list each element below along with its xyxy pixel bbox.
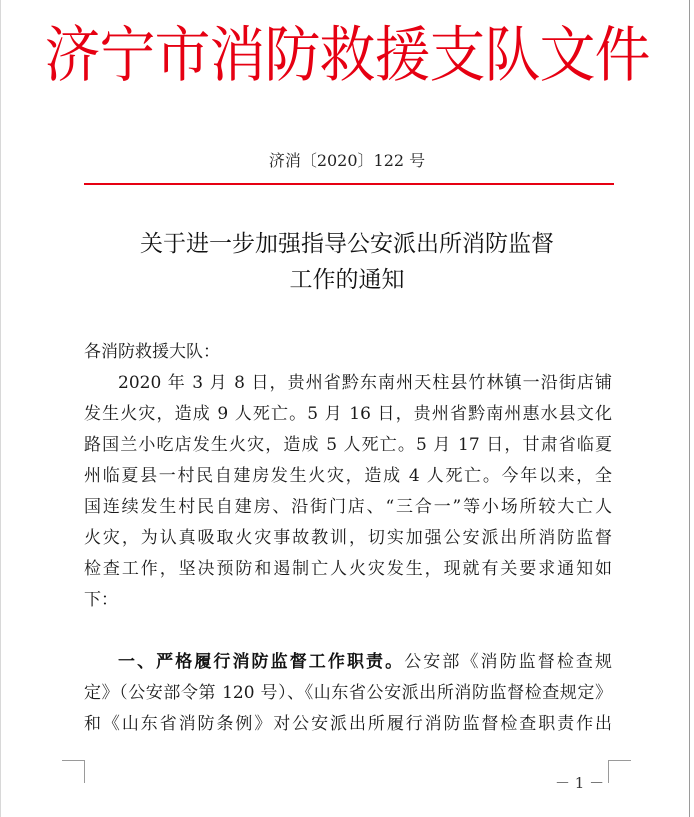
section-heading-1: 一、严格履行消防监督工作职责。: [118, 652, 405, 672]
red-divider-line: [84, 183, 614, 185]
paragraph-line: 下：: [84, 590, 118, 610]
paragraph-line: 和《山东省消防条例》对公安派出所履行消防监督检查职责作出: [84, 714, 612, 734]
paragraph-text: 公安部《消防监督检查规: [404, 652, 612, 672]
paragraph-line: 定》（公安部令第 120 号）、《山东省公安派出所消防监督检查规定》: [84, 683, 612, 703]
crop-mark-left: [62, 760, 85, 783]
document-title-line-1: 关于进一步加强指导公安派出所消防监督: [140, 231, 554, 257]
paragraph-2: [84, 647, 612, 740]
paragraph-line: 国连续发生村民自建房、沿街门店、“三合一”等小场所较大亡人: [84, 497, 612, 517]
document-number: 济消〔2020〕122 号: [268, 151, 426, 170]
document-header-title: 济宁市消防救援支队文件: [44, 20, 650, 91]
paragraph-line: 火灾，为认真吸取火灾事故教训，切实加强公安派出所消防监督: [84, 528, 612, 548]
paragraph-line: 路国兰小吃店发生火灾，造成 5 人死亡。5 月 17 日，甘肃省临夏: [84, 435, 612, 455]
paragraph-line: 州临夏县一村民自建房发生火灾，造成 4 人死亡。今年以来，全: [84, 466, 612, 486]
crop-mark-right: [608, 760, 631, 783]
paragraph-1: [84, 368, 612, 616]
page-right-edge: [689, 0, 690, 817]
paragraph-line: 发生火灾，造成 9 人死亡。5 月 16 日，贵州省黔南州惠水县文化: [84, 404, 612, 424]
document-title: [0, 226, 694, 298]
document-title-line-2: 工作的通知: [289, 267, 405, 293]
salutation: 各消防救援大队：: [84, 342, 220, 362]
paragraph-line: 2020 年 3 月 8 日，贵州省黔东南州天柱县竹林镇一沿街店铺: [118, 373, 612, 393]
paragraph-line: 检查工作，坚决预防和遏制亡人火灾发生，现就有关要求通知如: [84, 559, 612, 579]
paragraph-line-with-heading: [84, 647, 612, 678]
page-left-edge: [0, 0, 1, 817]
page-number: － 1 －: [555, 774, 605, 792]
